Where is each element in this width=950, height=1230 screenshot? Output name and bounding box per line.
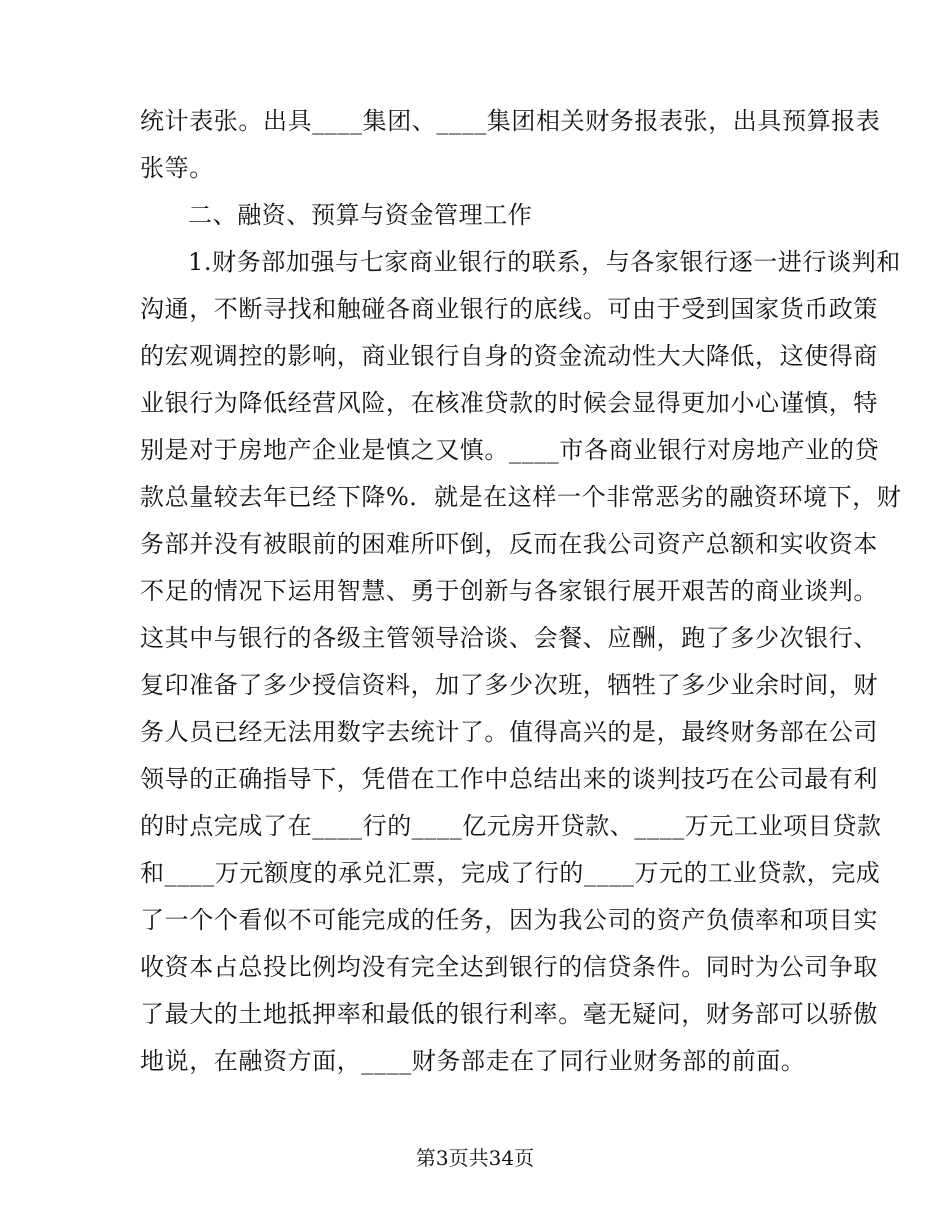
page-number: 第3页共34页 <box>415 1146 535 1170</box>
text-line: 张等。 <box>140 154 214 182</box>
text-line: 不足的情况下运用智慧、勇于创新与各家银行展开艰苦的商业谈判。 <box>140 577 878 605</box>
text-line: 1.财务部加强与七家商业银行的联系，与各家银行逐一进行谈判和 <box>188 248 901 276</box>
text-line: 别是对于房地产企业是慎之又慎。____市各商业银行对房地产业的贷 <box>140 436 880 464</box>
text-line: 了一个个看似不可能完成的任务，因为我公司的资产负债率和项目实 <box>140 906 878 934</box>
text-line: 的宏观调控的影响，商业银行自身的资金流动性大大降低，这使得商 <box>140 342 878 370</box>
text-line: 了最大的土地抵押率和最低的银行利率。毫无疑问，财务部可以骄傲 <box>140 1000 878 1028</box>
text-line: 这其中与银行的各级主管领导洽谈、会餐、应酬，跑了多少次银行、 <box>140 624 878 652</box>
text-line: 沟通，不断寻找和触碰各商业银行的底线。可由于受到国家货币政策 <box>140 295 878 323</box>
text-line: 款总量较去年已经下降%．就是在这样一个非常恶劣的融资环境下，财 <box>140 483 902 511</box>
text-line: 务人员已经无法用数字去统计了。值得高兴的是，最终财务部在公司 <box>140 718 878 746</box>
text-line: 地说，在融资方面，____财务部走在了同行业财务部的前面。 <box>140 1047 806 1075</box>
text-line: 领导的正确指导下，凭借在工作中总结出来的谈判技巧在公司最有利 <box>140 765 878 793</box>
text-line: 务部并没有被眼前的困难所吓倒，反而在我公司资产总额和实收资本 <box>140 530 878 558</box>
text-line: 的时点完成了在____行的____亿元房开贷款、____万元工业项目贷款 <box>140 812 882 840</box>
text-line: 二、融资、预算与资金管理工作 <box>188 201 533 229</box>
text-line: 统计表张。出具____集团、____集团相关财务报表张，出具预算报表 <box>140 107 881 135</box>
text-line: 和____万元额度的承兑汇票，完成了行的____万元的工业贷款，完成 <box>140 859 881 887</box>
text-line: 复印准备了多少授信资料，加了多少次班，牺牲了多少业余时间，财 <box>140 671 878 699</box>
document-body <box>140 98 902 1085</box>
text-line: 业银行为降低经营风险，在核准贷款的时候会显得更加小心谨慎，特 <box>140 389 878 417</box>
text-line: 收资本占总投比例均没有完全达到银行的信贷条件。同时为公司争取 <box>140 953 878 981</box>
